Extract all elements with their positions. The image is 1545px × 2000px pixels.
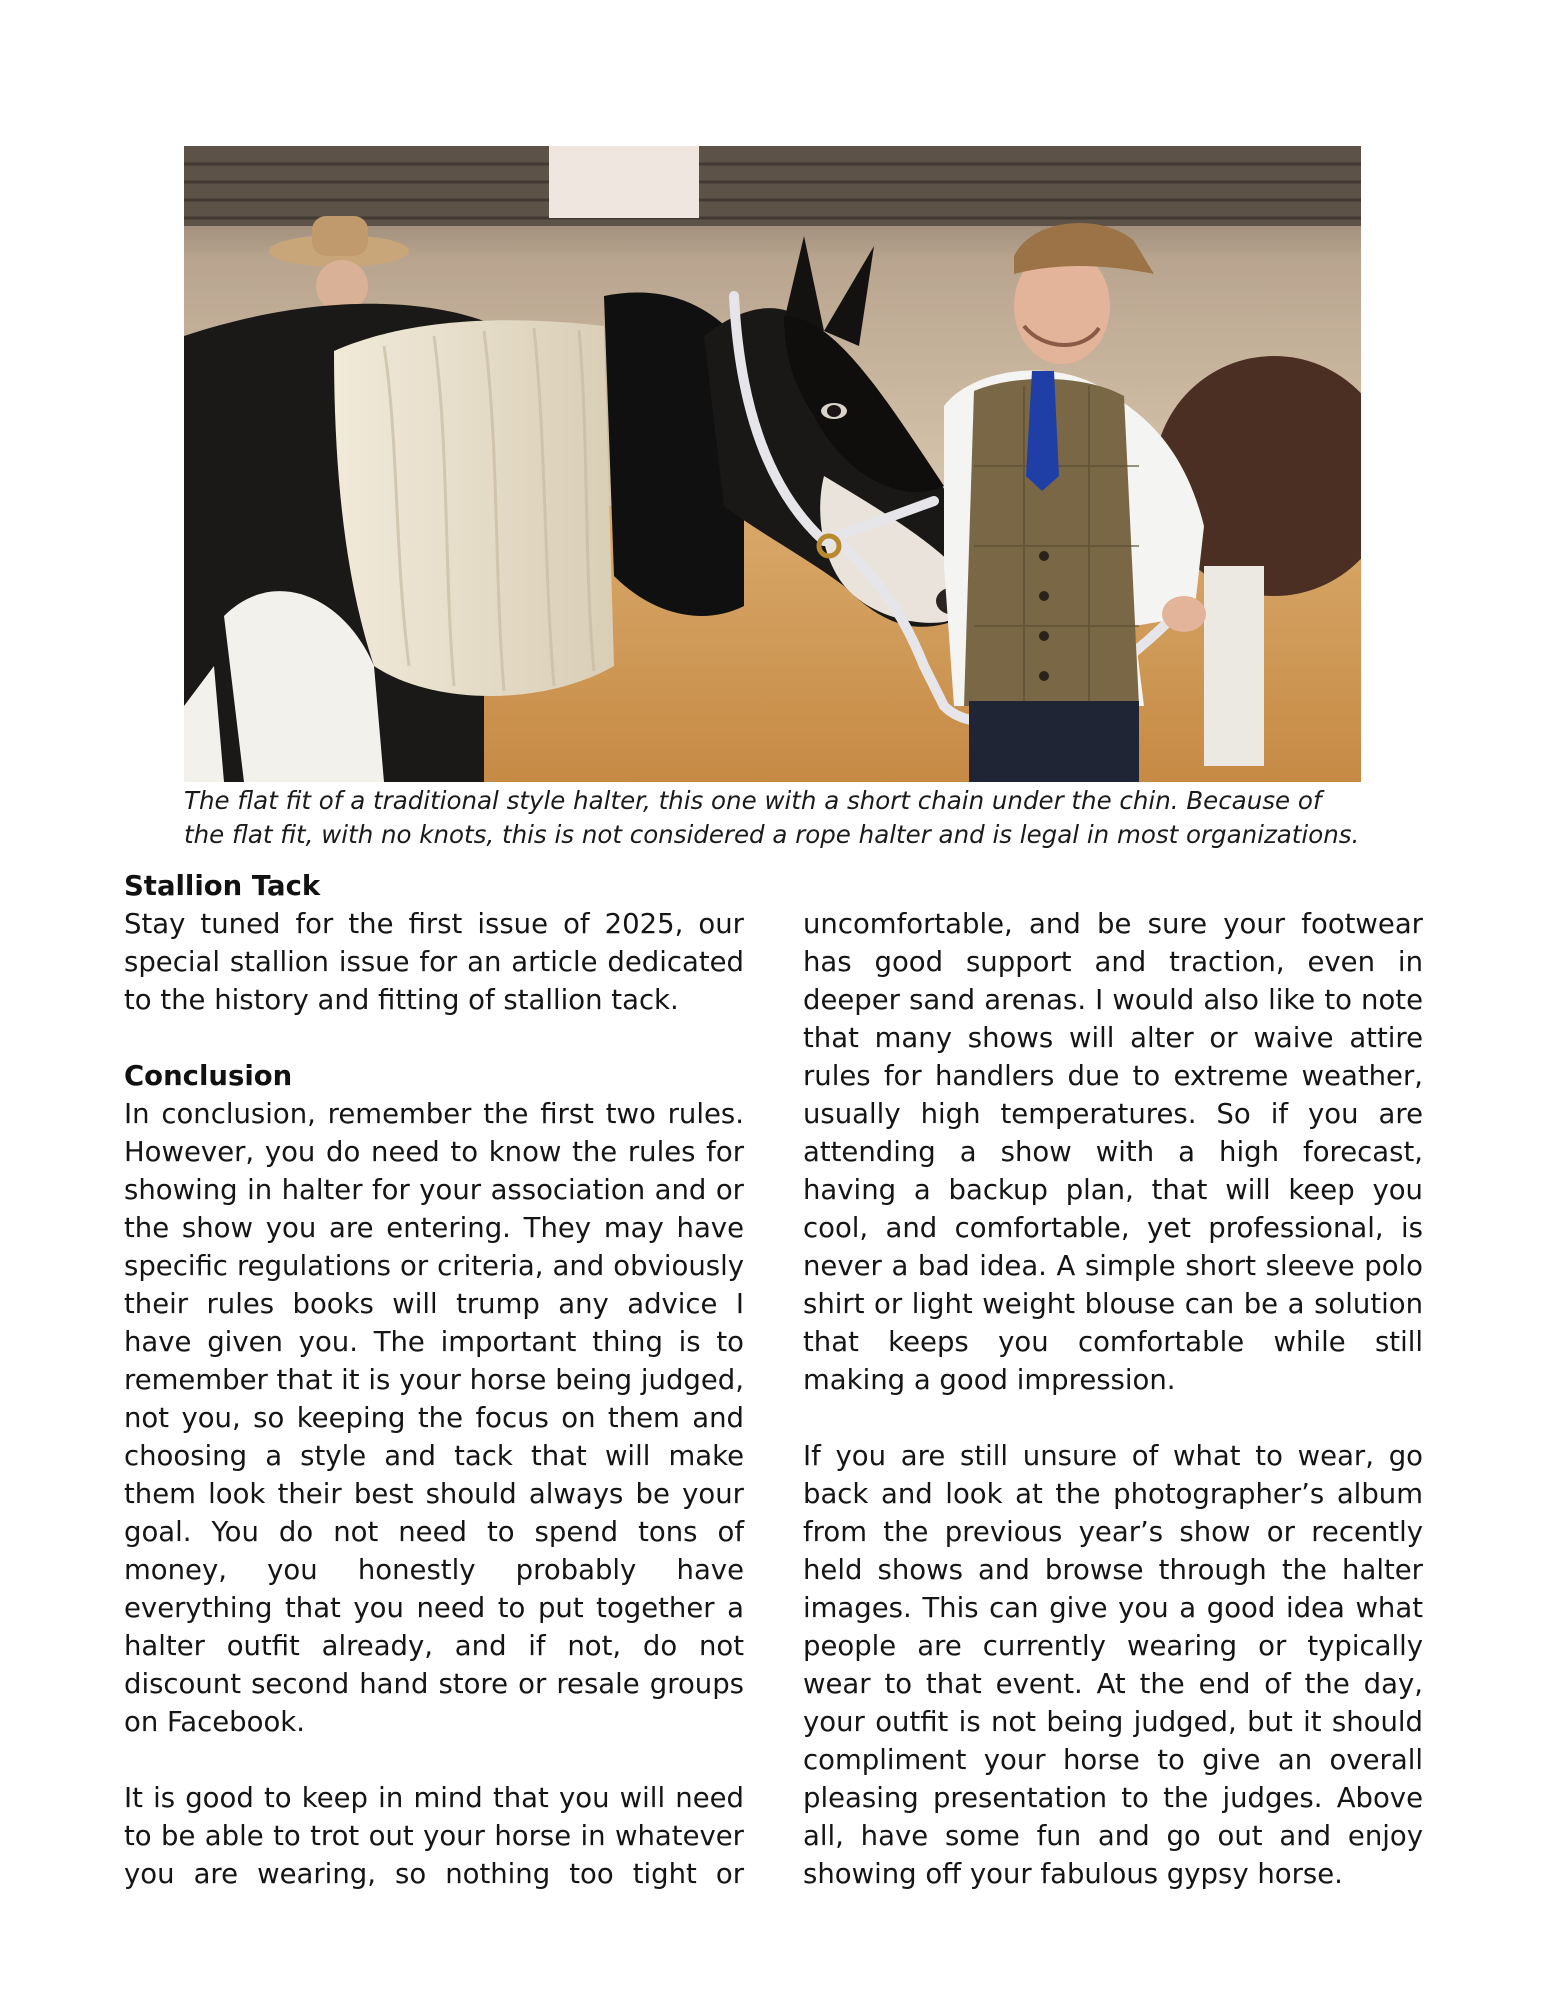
caption-line-1: The flat fit of a traditional style halter, this one with a short chain under the chin. Because of — [184, 786, 1322, 815]
caption-line-2: the flat fit, with no knots, this is not considered a rope halter and is legal in most organizations. — [184, 820, 1360, 849]
left-column — [124, 867, 744, 1893]
attire-continued-paragraph: uncomfortable, and be sure your footwear has good support and traction, even in deeper sand arenas. I would also like to note that many shows will alter or waive attire rules for handlers due to extreme weather, usually high temperatures. So if you are attending a show with a high forecast, having a backup plan, that will keep you cool, and comfortable, yet professional, is never a bad idea. A simple short sleeve polo shirt or light weight blouse can be a solution that keeps you comfortable while still making a good impression. — [803, 908, 1423, 1396]
right-column — [803, 905, 1423, 1893]
horse-and-handler-illustration — [184, 146, 1361, 782]
stallion-tack-heading: Stallion Tack — [124, 870, 321, 902]
conclusion-heading: Conclusion — [124, 1060, 293, 1092]
unsure-what-to-wear-paragraph: If you are still unsure of what to wear, go back and look at the photographer’s album from the previous year’s show or recently held shows and browse through the halter images. This can give you a good idea what people are currently wearing or typically wear to that event. At the end of the day, your outfit is not being judged, but it should compliment your horse to give an overall pleasing presentation to the judges. Above all, have some fun and go out and enjoy showing off your fabulous gypsy horse. — [803, 1440, 1423, 1890]
conclusion-paragraph: In conclusion, remember the first two rules. However, you do need to know the rules for showing in halter for your association and or the show you are entering. They may have specific regulations or criteria, and obviously their rules books will trump any advice I have given you. The important thing is to remember that it is your horse being judged, not you, so keeping the focus on them and choosing a style and tack that will make them look their best should always be your goal. You do not need to spend tons of money, you honestly probably have everything that you need to put together a halter outfit already, and if not, do not discount second hand store or resale groups on Facebook. — [124, 1098, 744, 1738]
stallion-tack-paragraph: Stay tuned for the first issue of 2025, our special stallion issue for an article dedicated to the history and fitting of stallion tack. — [124, 908, 744, 1016]
halter-photo — [184, 146, 1361, 782]
photo-caption — [184, 784, 1361, 852]
trot-out-paragraph: It is good to keep in mind that you will need to be able to trot out your horse in whatever you are wearing, so nothing too tight or — [124, 1782, 744, 1890]
